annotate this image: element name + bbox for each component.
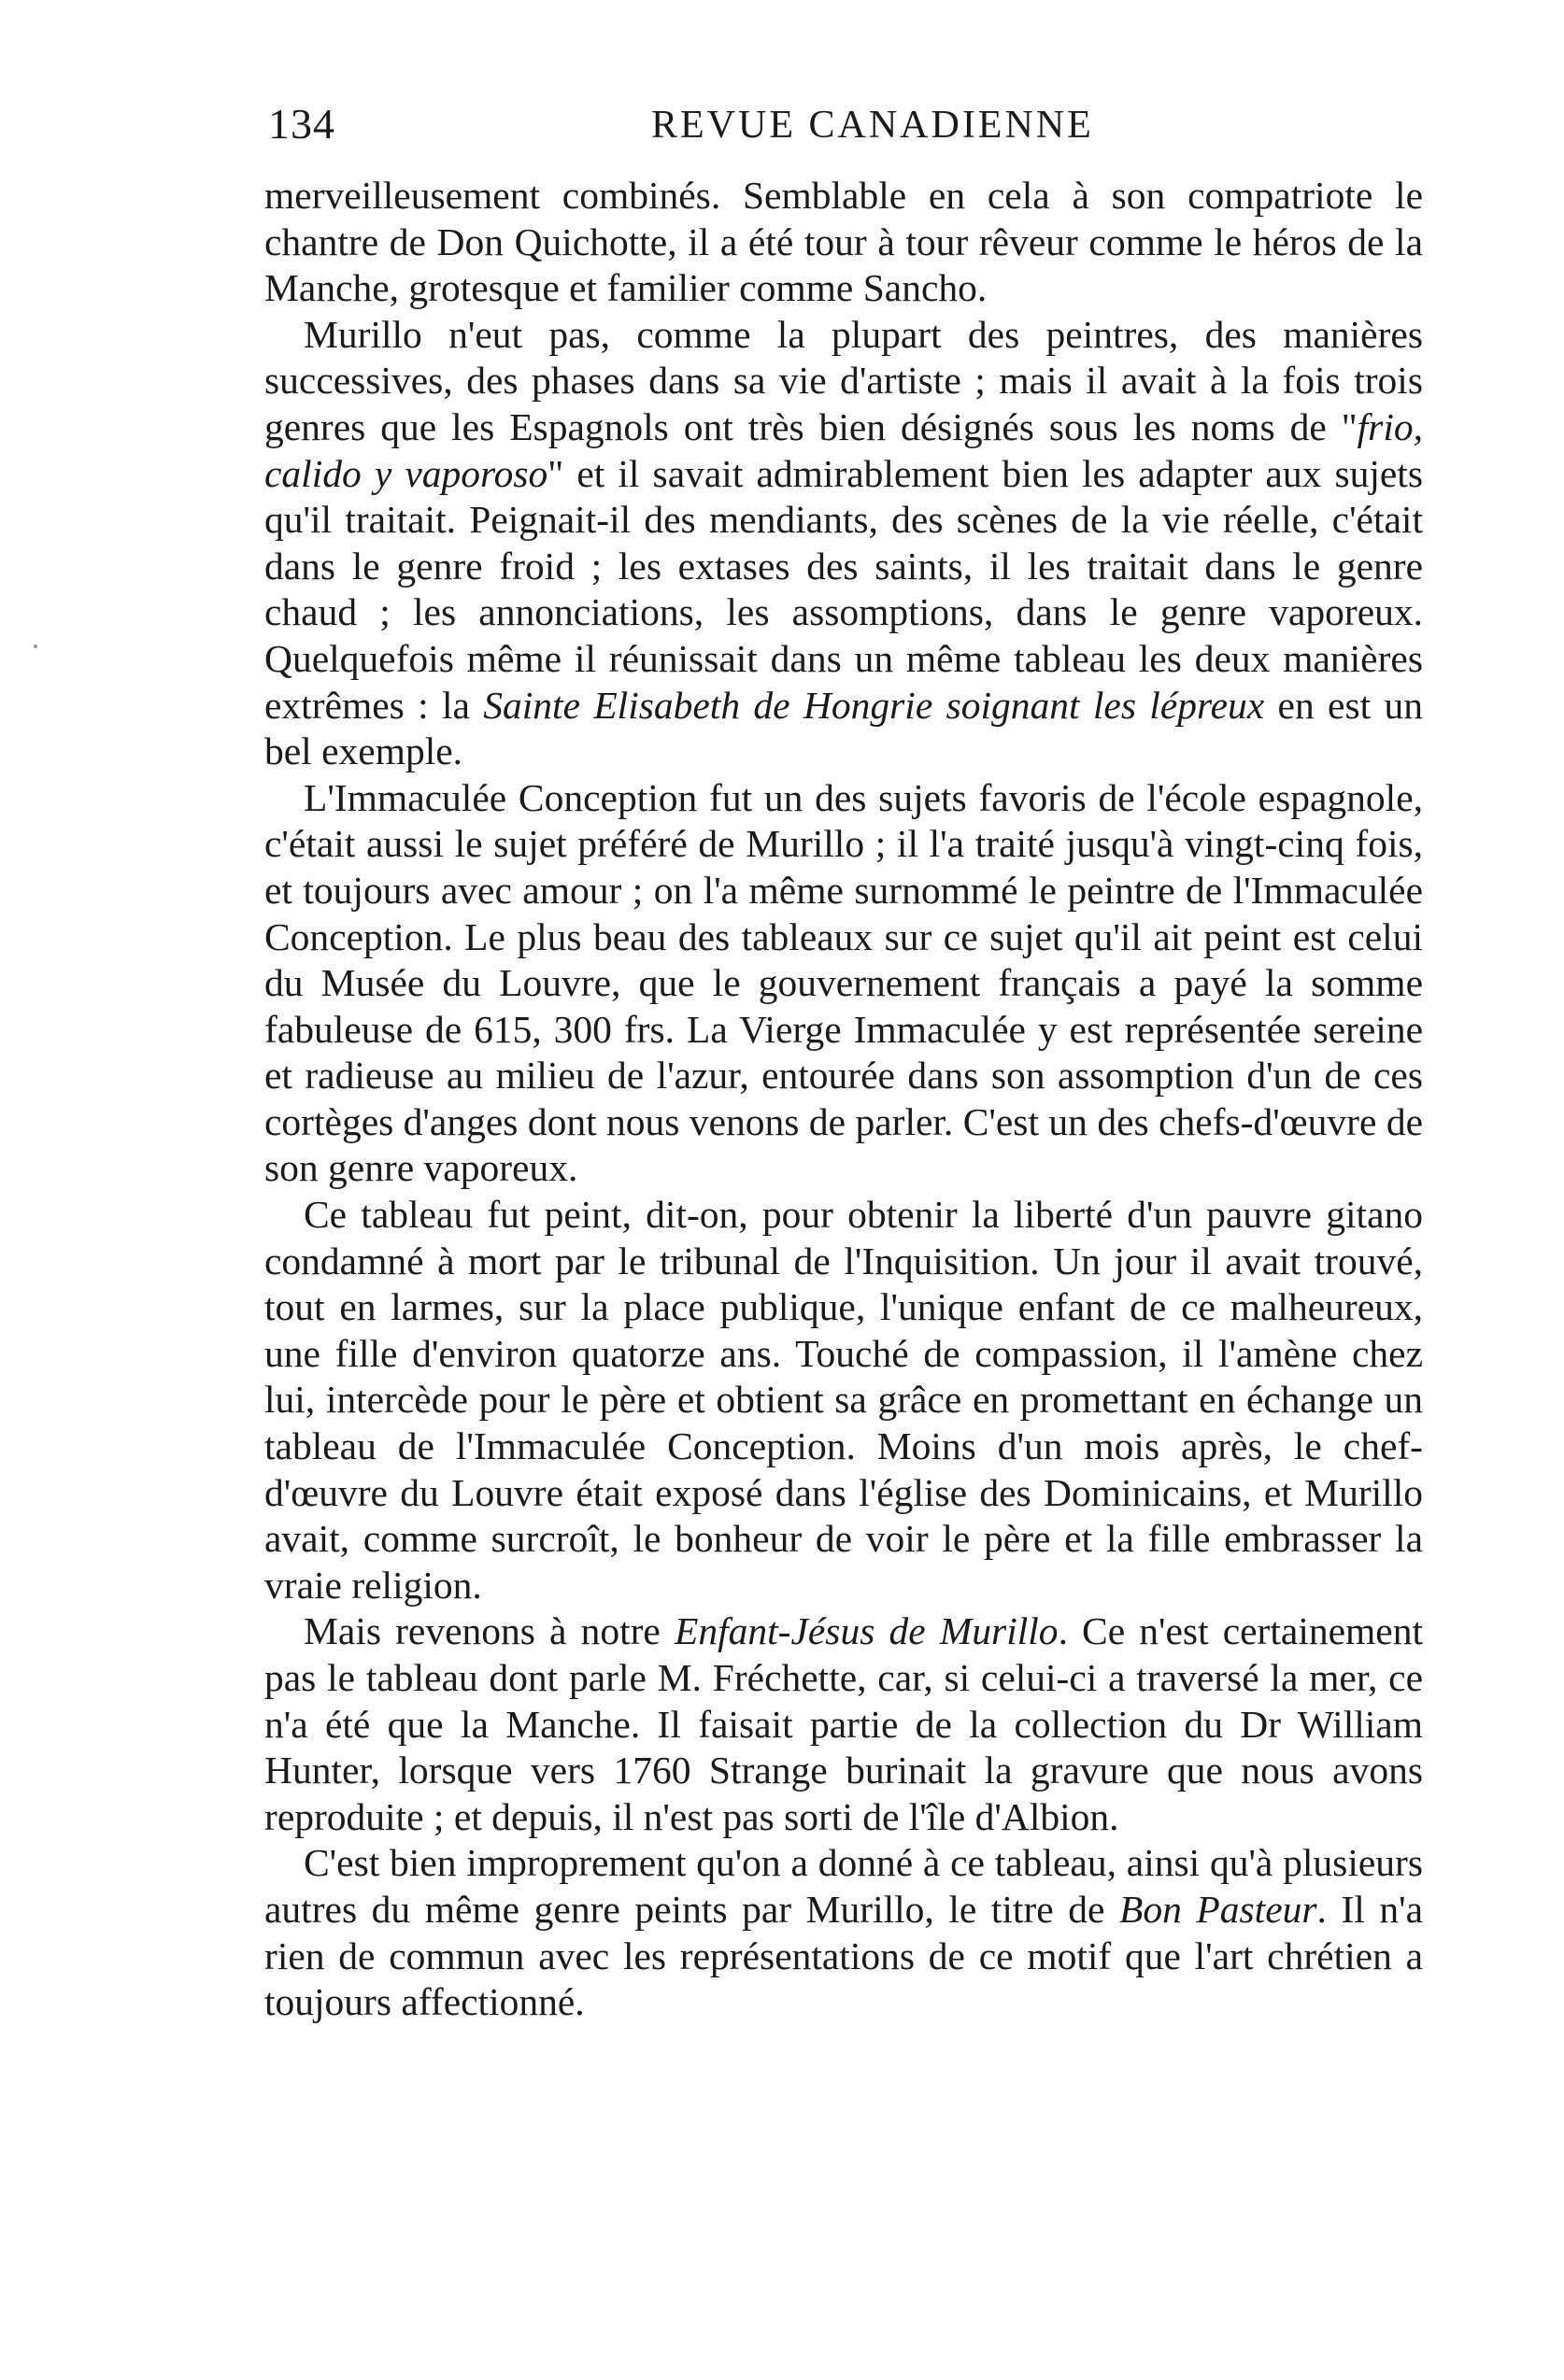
italic-title: Bon Pasteur <box>1119 1887 1317 1931</box>
paragraph-2: Murillo n'eut pas, comme la plupart des peintres, des manières successives, des phases dans sa vie d'artiste ; mais il avait à la fois trois genres que les Espagnols ont très bien désignés sous les noms de "frio, calido y vaporoso" et il savait admirablement bien les adapter aux sujets qu'il traitait. Peignait-il des mendiants, des scènes de la vie réelle, c'était dans le genre froid ; les extases des saints, il les traitait dans le genre chaud ; les annonciations, les assomptions, dans le genre vaporeux. Quelquefois même il réunissait dans un même tableau les deux manières extrêmes : la Sainte Elisabeth de Hongrie soignant les lépreux en est un bel exemple. <box>264 312 1423 773</box>
paragraph-5: Mais revenons à notre Enfant-Jésus de Murillo. Ce n'est certainement pas le tableau dont parle M. Fréchette, car, si celui-ci a traversé la mer, ce n'a été que la Manche. Il faisait partie de la collection du Dr William Hunter, lorsque vers 1760 Strange burinait la gravure que nous avons reproduite ; et depuis, il n'est pas sorti de l'île d'Albion. <box>264 1609 1424 1838</box>
margin-speck <box>34 645 37 648</box>
italic-title: Enfant-Jésus de Murillo <box>674 1609 1059 1653</box>
italic-phrase: frio, calido y vaporoso <box>264 404 1423 495</box>
page-header <box>268 99 1357 155</box>
page-number: 134 <box>268 100 335 148</box>
paragraph-3: L'Immaculée Conception fut un des sujets favoris de l'école espagnole, c'était aussi le sujet préféré de Murillo ; il l'a traité jusqu'à vingt-cinq fois, et toujours avec amour ; on l'a même surnommé le peintre de l'Immaculée Conception. Le plus beau des tableaux sur ce sujet qu'il ait peint est celui du Musée du Louvre, que le gouvernement français a payé la somme fabuleuse de 615, 300 frs. La Vierge Immaculée y est représentée sereine et radieuse au milieu de l'azur, entourée dans son assomption d'un de ces cortèges d'anges dont nous venons de parler. C'est un des chefs-d'œuvre de son genre vaporeux. <box>264 775 1423 1190</box>
paragraph-6: C'est bien improprement qu'on a donné à ce tableau, ainsi qu'à plusieurs autres du même genre peints par Murillo, le titre de Bon Pasteur. Il n'a rien de commun avec les représentations de ce motif que l'art chrétien a toujours affectionné. <box>264 1841 1424 2024</box>
page-body <box>264 173 1423 2026</box>
running-title: REVUE CANADIENNE <box>651 104 1094 147</box>
italic-title: Sainte Elisabeth de Hongrie soignant les lépreux <box>483 683 1265 727</box>
paragraph-4: Ce tableau fut peint, dit-on, pour obtenir la liberté d'un pauvre gitano condamné à mort par le tribunal de l'Inquisition. Un jour il avait trouvé, tout en larmes, sur la place publique, l'unique enfant de ce malheureux, une fille d'environ quatorze ans. Touché de compassion, il l'amène chez lui, intercède pour le père et obtient sa grâce en promettant en échange un tableau de l'Immaculée Conception. Moins d'un mois après, le chef-d'œuvre du Louvre était exposé dans l'église des Dominicains, et Murillo avait, comme surcroît, le bonheur de voir le père et la fille embrasser la vraie religion. <box>264 1193 1423 1607</box>
paragraph-1: merveilleusement combinés. Semblable en cela à son compatriote le chantre de Don Quichotte, il a été tour à tour rêveur comme le héros de la Manche, grotesque et familier comme Sancho. <box>264 174 1423 310</box>
